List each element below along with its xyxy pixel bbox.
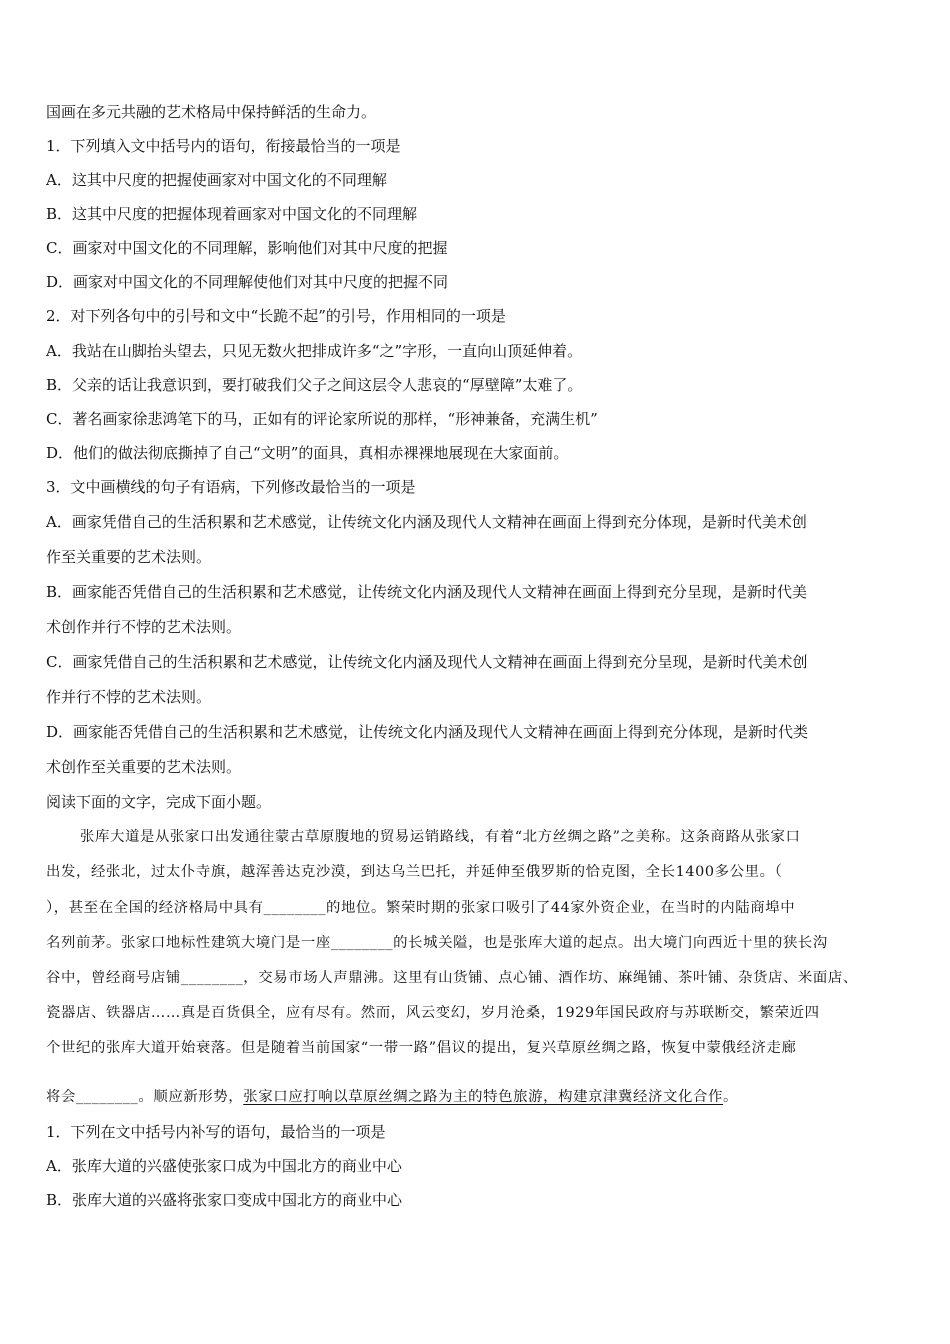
question-2-option-d: D．他们的做法彻底撕掉了自己“文明”的面具，真相赤裸裸地展现在大家面前。 — [46, 444, 569, 462]
passage-line-8-end: 。 — [722, 1089, 738, 1105]
question-1-option-b: B．这其中尺度的把握体现着画家对中国文化的不同理解 — [46, 205, 418, 223]
question-2-option-c: C．著名画家徐悲鸿笔下的马，正如有的评论家所说的那样，“形神兼备，充满生机” — [46, 410, 598, 428]
underlined-sentence: 张家口应打响以草原丝绸之路为主的特色旅游，构建京津冀经济文化合作 — [243, 1089, 723, 1105]
question-3-option-b-line-1: B．画家能否凭借自己的生活积累和艺术感觉，让传统文化内涵及现代人文精神在画面上得到充分呈现，是新时代美 — [46, 583, 808, 601]
passage-line-7: 个世纪的张库大道开始衰落。但是随着当前国家“一带一路”倡议的提出，复兴草原丝绸之路，恢复中蒙俄经济走廊 — [46, 1040, 797, 1056]
question-2-option-b: B．父亲的话让我意识到，要打破我们父子之间这层令人悲哀的“厚壁障”太难了。 — [46, 376, 583, 394]
question-3-option-a-line-1: A．画家凭借自己的生活积累和艺术感觉，让传统文化内涵及现代人文精神在画面上得到充分体现，是新时代美术创 — [46, 513, 807, 531]
question-3-option-c-line-2: 作并行不悖的艺术法则。 — [46, 688, 212, 706]
question-3-stem: 3．文中画横线的句子有语病，下列修改最恰当的一项是 — [46, 478, 416, 496]
passage-line-3: ），甚至在全国的经济格局中具有________的地位。繁荣时期的张家口吸引了44家外资企业，在当时的内陆商埠中 — [46, 900, 796, 916]
question-set-2-q1-option-b: B．张库大道的兴盛将张家口变成中国北方的商业中心 — [46, 1191, 403, 1209]
question-set-2-q1-option-a: A．张库大道的兴盛使张家口成为中国北方的商业中心 — [46, 1157, 402, 1175]
passage-line-6: 瓷器店、铁器店……真是百货俱全，应有尽有。然而，风云变幻，岁月沧桑，1929年国民政府与苏联断交，繁荣近四 — [46, 1005, 820, 1021]
question-1-stem: 1．下列填入文中括号内的语句，衔接最恰当的一项是 — [46, 137, 401, 155]
passage-line-4: 名列前茅。张家口地标性建筑大境门是一座________的长城关隘，也是张库大道的起点。出大境门向西近十里的狭长沟 — [46, 935, 828, 951]
question-3-option-b-line-2: 术创作并行不悖的艺术法则。 — [46, 618, 242, 636]
question-3-option-c-line-1: C．画家凭借自己的生活积累和艺术感觉，让传统文化内涵及现代人文精神在画面上得到充分呈现，是新时代美术创 — [46, 653, 808, 671]
question-1-option-c: C．画家对中国文化的不同理解，影响他们对其中尺度的把握 — [46, 239, 448, 257]
passage-line-5: 谷中，曾经商号店铺________，交易市场人声鼎沸。这里有山货铺、点心铺、酒作坊、麻绳铺、茶叶铺、杂货店、米面店、 — [46, 970, 858, 986]
question-3-option-d-line-2: 术创作至关重要的艺术法则。 — [46, 758, 242, 776]
question-2-stem: 2．对下列各句中的引号和文中“长跪不起”的引号，作用相同的一项是 — [46, 307, 506, 325]
question-1-option-a: A．这其中尺度的把握使画家对中国文化的不同理解 — [46, 171, 387, 189]
question-3-option-a-line-2: 作至关重要的艺术法则。 — [46, 548, 212, 566]
question-set-2-q1-stem: 1．下列在文中括号内补写的语句，最恰当的一项是 — [46, 1123, 386, 1141]
question-2-option-a: A．我站在山脚抬头望去，只见无数火把排成许多“之”字形，一直向山顶延伸着。 — [46, 342, 583, 360]
passage-line-8-start: 将会________。顺应新形势， — [46, 1089, 244, 1105]
passage-line-2: 出发，经张北，过太仆寺旗，越浑善达克沙漠，到达乌兰巴托，并延伸至俄罗斯的恰克图，全长1400多公里。（ — [46, 864, 783, 880]
intro-paragraph-tail: 国画在多元共融的艺术格局中保持鲜活的生命力。 — [46, 103, 377, 121]
passage-line-1: 张库大道是从张家口出发通往蒙古草原腹地的贸易运销路线，有着“北方丝绸之路”之美称。这条商路从张家口 — [80, 829, 801, 845]
question-1-option-d: D．画家对中国文化的不同理解使他们对其中尺度的把握不同 — [46, 273, 449, 291]
question-3-option-d-line-1: D．画家能否凭借自己的生活积累和艺术感觉，让传统文化内涵及现代人文精神在画面上得到充分体现，是新时代类 — [46, 723, 809, 741]
reading-instruction: 阅读下面的文字，完成下面小题。 — [46, 793, 272, 811]
passage-line-8 — [46, 1087, 906, 1107]
